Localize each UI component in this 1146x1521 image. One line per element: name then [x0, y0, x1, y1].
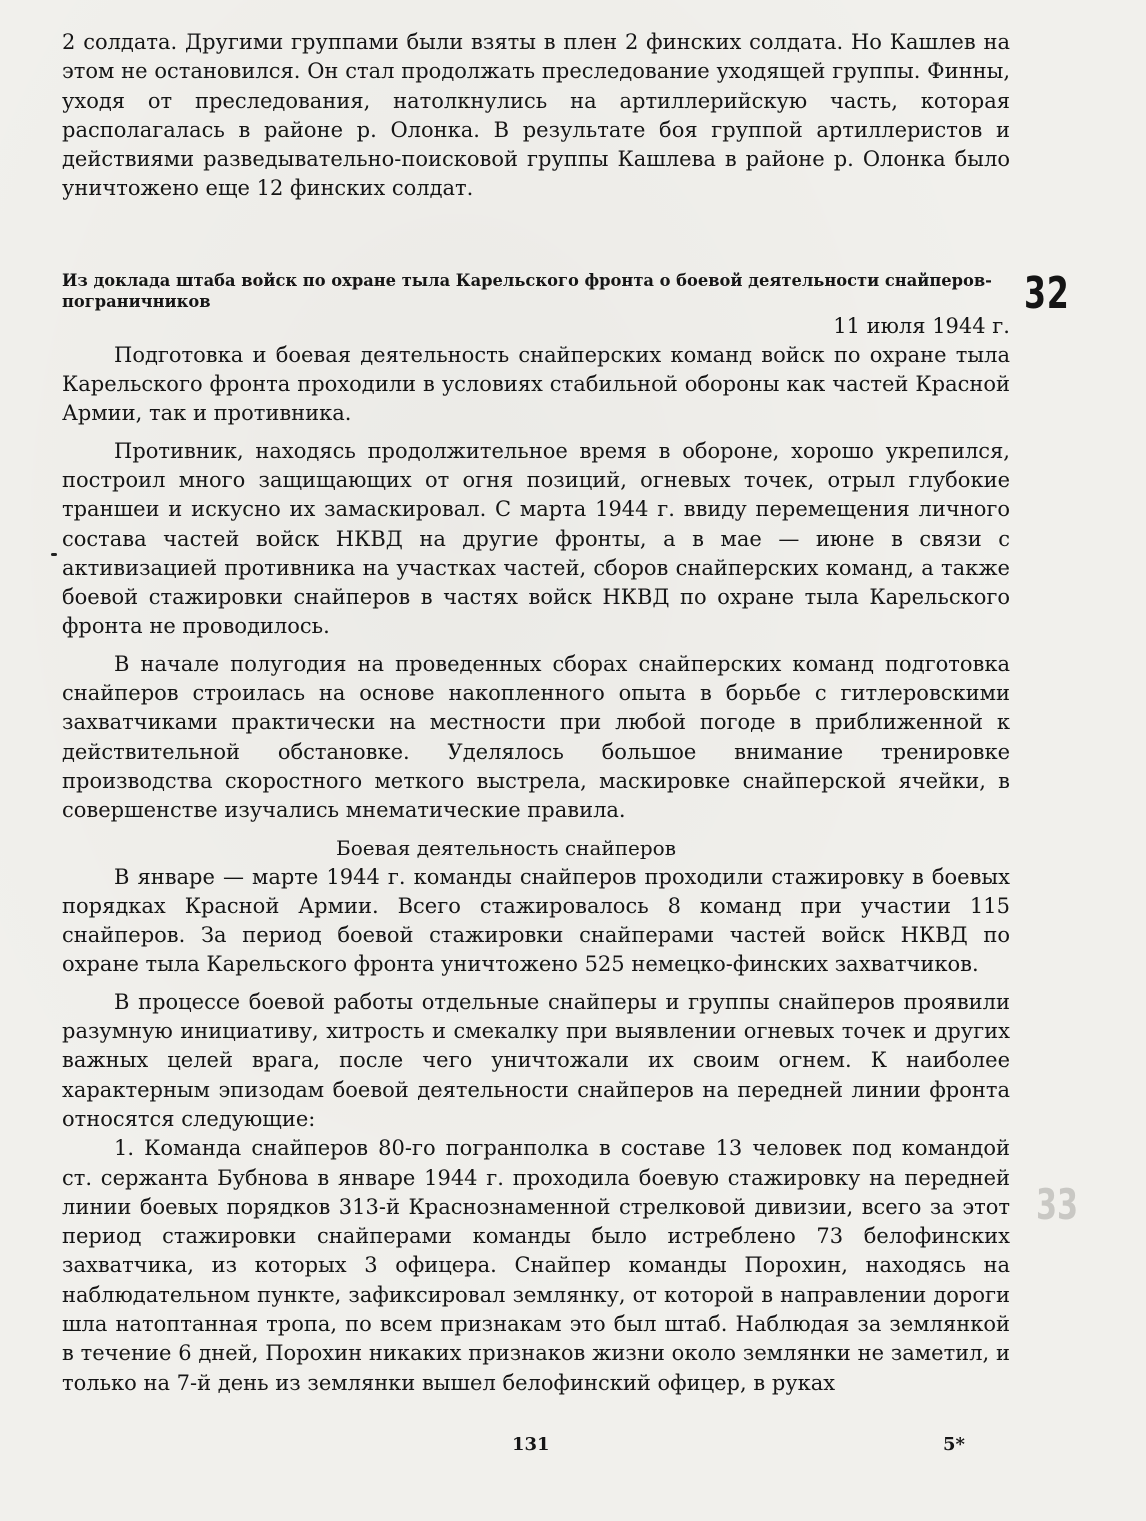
body-paragraph: Подготовка и боевая деятельность снайперских команд войск по охране тыла Карельского фронта проходили в условиях стабильной обороны как частей Красной Армии, так и противника. — [62, 342, 1010, 426]
page-number: 131 — [512, 1434, 550, 1455]
section-subheading: Боевая деятельность снайперов — [336, 835, 676, 860]
stray-ink-mark — [51, 553, 57, 556]
document-number: 32 — [1024, 268, 1070, 319]
body-paragraph: В начале полугодия на проведенных сборах снайперских команд подготовка снайперов строилась на основе накопленного опыта в борьбе с гитлеровскими захватчиками практически на местности при любой погоде в приближенной к действительной обстановке. Уделялось большое внимание тренировке производства скоростного меткого выстрела, маскировке снайперской ячейки, в совершенстве изучались мнематические правила. — [62, 651, 1010, 823]
continued-paragraph: 2 солдата. Другими группами были взяты в плен 2 финских солдата. Но Кашлев на этом не остановился. Он стал продолжать преследование уходящей группы. Финны, уходя от преследования, натолкнулись на артиллерийскую часть, которая располагалась в районе р. Олонка. В результате боя группой артиллеристов и действиями разведывательно-поисковой группы Кашлева в районе р. Олонка было уничтожено еще 12 финских солдат. — [62, 30, 1010, 201]
body-paragraph: Противник, находясь продолжительное время в обороне, хорошо укрепился, построил много защищающих от огня позиций, огневых точек, отрыл глубокие траншеи и искусно их замаскировал. С марта 1944 г. ввиду перемещения личного состава частей войск НКВД на другие фронты, а в мае — июне в связи с активизацией противника на участках частей, сборов снайперских команд, а также боевой стажировки снайперов в частях войск НКВД по охране тыла Карельского фронта не проводилось. — [62, 438, 1010, 639]
document-heading: Из доклада штаба войск по охране тыла Карельского фронта о боевой деятельности снайперов-пограничников — [62, 270, 992, 311]
body-paragraph: 1. Команда снайперов 80-го погранполка в составе 13 человек под командой ст. сержанта Бубнова в январе 1944 г. проходила боевую стажировку на передней линии боевых порядков 313-й Краснознаменной стрелковой дивизии, всего за этот период стажировки снайперами команды было истреблено 73 белофинских захватчика, из которых 3 офицера. Снайпер команды Порохин, находясь на наблюдательном пункте, зафиксировал землянку, от которой в направлении дороги шла натоптанная тропа, по всем признакам это был штаб. Наблюдая за землянкой в течение 6 дней, Порохин никаких признаков жизни около землянки не заметил, и только на 7-й день из землянки вышел белофинский офицер, в руках — [62, 1136, 1010, 1395]
document-date: 11 июля 1944 г. — [833, 313, 1010, 338]
body-paragraph: В процессе боевой работы отдельные снайперы и группы снайперов проявили разумную инициативу, хитрость и смекалку при выявлении огневых точек и других важных целей врага, после чего уничтожали их своим огнем. К наиболее характерным эпизодам боевой деятельности снайперов на передней линии фронта относятся следующие: — [62, 989, 1010, 1131]
signature-mark: 5* — [943, 1434, 965, 1455]
bleed-through-number: 33 — [1036, 1180, 1079, 1229]
body-paragraph: В январе — марте 1944 г. команды снайперов проходили стажировку в боевых порядках Красной Армии. Всего стажировалось 8 команд при участии 115 снайперов. За период боевой стажировки снайперами частей войск НКВД по охране тыла Карельского фронта уничтожено 525 немецко-финских захватчиков. — [62, 864, 1010, 977]
text-column — [62, 28, 1010, 1398]
